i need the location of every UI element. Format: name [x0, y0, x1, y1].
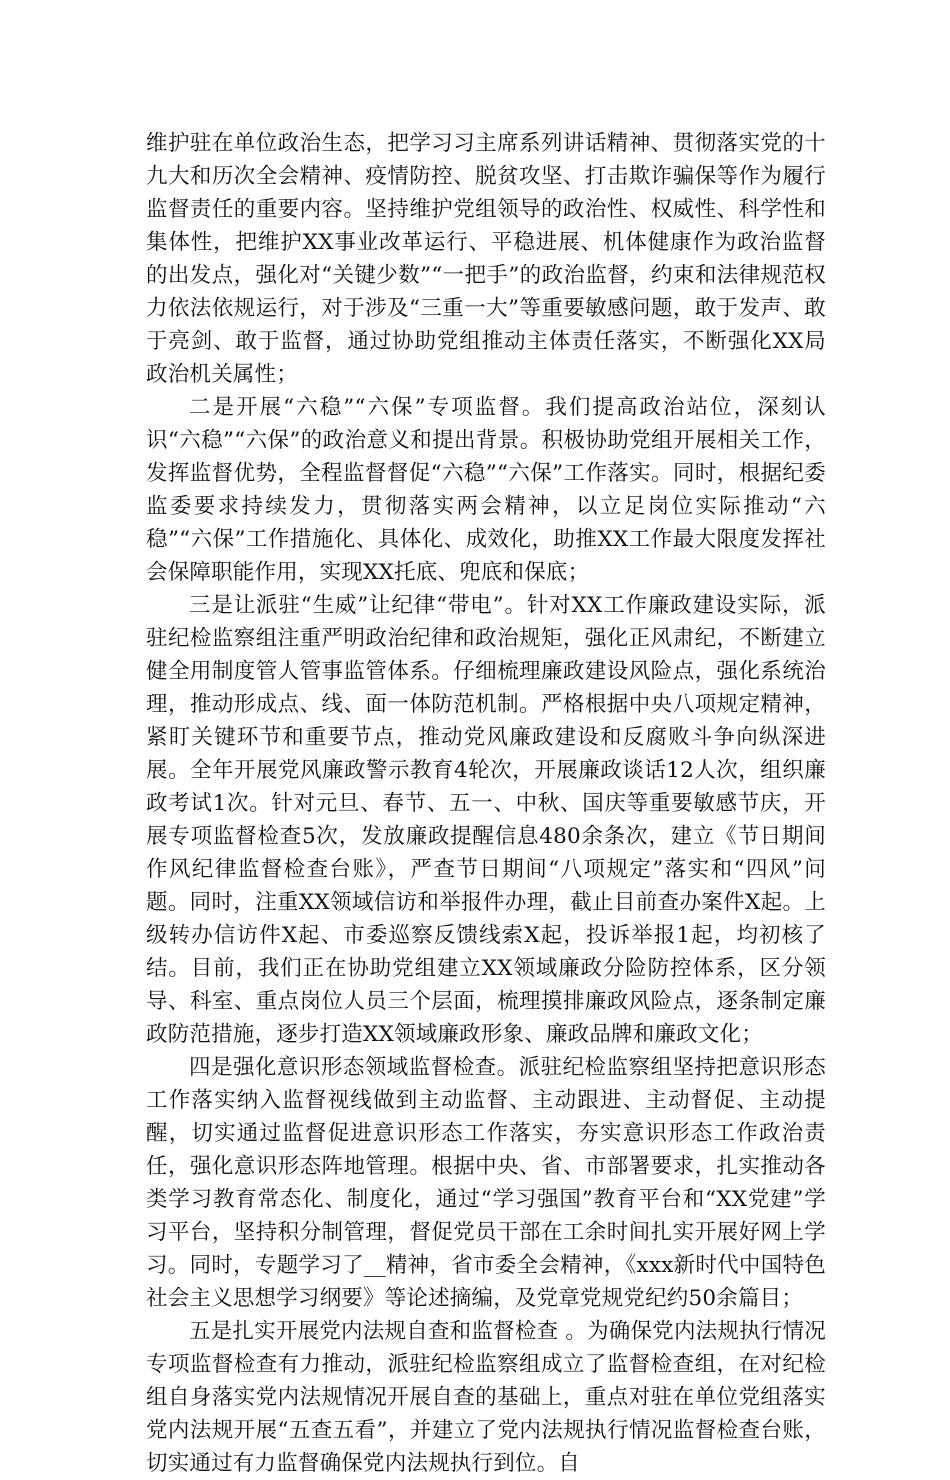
paragraph-party-regulations: 五是扎实开展党内法规自查和监督检查 。为确保党内法规执行情况专项监督检查有力推动，派驻纪检监察组成立了监督检查组，在对纪检组自身落实党内法规情况开展自查的基础上，重点对驻在单位党组落实党内法规开展“五查五看”，并建立了党内法规执行情况监督检查台账，切实通过有力监督确保党内法规执行到位。自 — [146, 1319, 826, 1476]
paragraph-continuation: 维护驻在单位政治生态，把学习习主席系列讲话精神、贯彻落实党的十九大和历次全会精神、疫情防控、脱贫攻坚、打击欺诈骗保等作为履行监督责任的重要内容。坚持维护党组领导的政治性、权威性、科学性和集体性，把维护XX事业改革运行、平稳进展、机体健康作为政治监督的出发点，强化对“关键少数”“一把手”的政治监督，约束和法律规范权力依法依规运行，对于涉及“三重一大”等重要敏感问题，敢于发声、敢于亮剑、敢于监督，通过协助党组推动主体责任落实，不断强化XX局政治机关属性； — [146, 131, 826, 387]
paragraph-ideology: 四是强化意识形态领域监督检查。派驻纪检监察组坚持把意识形态工作落实纳入监督视线做到主动监督、主动跟进、主动督促、主动提醒，切实通过监督促进意识形态工作落实，夯实意识形态工作政治责任，强化意识形态阵地管理。根据中央、省、市部署要求，扎实推动各类学习教育常态化、制度化，通过“学习强国”教育平台和“XX党建”学习平台，坚持积分制管理，督促党员干部在工余时间扎实开展好网上学习。同时，专题学习了__精神，省市委全会精神，《xxx新时代中国特色社会主义思想学习纲要》等论述摘编，及党章党规党纪约50余篇目； — [146, 1055, 826, 1311]
paragraph-discipline: 三是让派驻“生威”让纪律“带电”。针对XX工作廉政建设实际，派驻纪检监察组注重严明政治纪律和政治规矩，强化正风肃纪，不断建立健全用制度管人管事监管体系。仔细梳理廉政建设风险点，强化系统治理，推动形成点、线、面一体防范机制。严格根据中央八项规定精神，紧盯关键环节和重要节点，推动党风廉政建设和反腐败斗争向纵深进展。全年开展党风廉政警示教育4轮次，开展廉政谈话12人次，组织廉政考试1次。针对元旦、春节、五一、中秋、国庆等重要敏感节庆，开展专项监督检查5次，发放廉政提醒信息480余条次，建立《节日期间作风纪律监督检查台账》，严查节日期间“八项规定”落实和“四风”问题。同时，注重XX领域信访和举报件办理，截止目前查办案件X起。上级转办信访件X起、市委巡察反馈线索X起，投诉举报1起，均初核了结。目前，我们正在协助党组建立XX领域廉政分险防控体系，区分领导、科室、重点岗位人员三个层面，梳理摸排廉政风险点，逐条制定廉政防范措施，逐步打造XX领域廉政形象、廉政品牌和廉政文化； — [146, 593, 826, 1047]
paragraph-liuwen-liubao: 二是开展“六稳”“六保”专项监督。我们提高政治站位，深刻认识“六稳”“六保”的政治意义和提出背景。积极协助党组开展相关工作，发挥监督优势，全程监督督促“六稳”“六保”工作落实。同时，根据纪委监委要求持续发力，贯彻落实两会精神，以立足岗位实际推动“六稳”“六保”工作措施化、具体化、成效化，助推XX工作最大限度发挥社会保障职能作用，实现XX托底、兜底和保底； — [146, 395, 826, 585]
document-body — [146, 127, 826, 1480]
